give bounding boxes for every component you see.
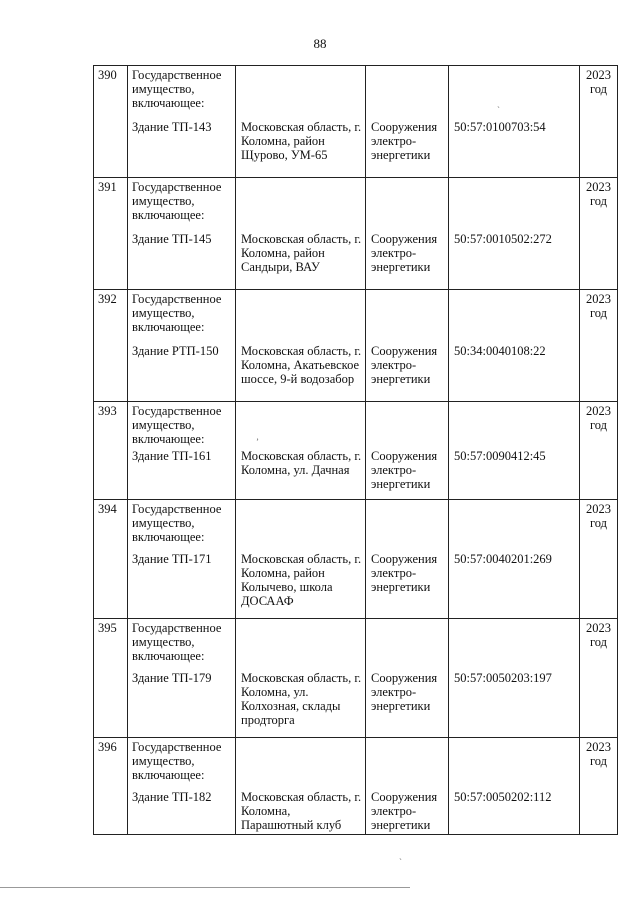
object-type: Сооружения электро-энергетики [371, 232, 438, 274]
building-name: Здание РТП-150 [132, 344, 219, 358]
page-number: 88 [313, 36, 327, 51]
year: 2023 год [586, 68, 611, 96]
property-registry-table [93, 65, 618, 835]
year: 2023 год [586, 404, 611, 432]
cadastral-number: 50:57:0090412:45 [454, 449, 546, 463]
object-type: Сооружения электро-энергетики [371, 449, 438, 491]
cadastral-number: 50:57:0050203:197 [454, 671, 552, 685]
row-number: 394 [98, 502, 117, 516]
table-row [94, 500, 618, 619]
building-name: Здание ТП-143 [132, 120, 212, 134]
year: 2023 год [586, 621, 611, 649]
address: Московская область, г. Коломна, район Колычево, школа ДОСААФ [241, 552, 362, 608]
object-type: Сооружения электро-энергетики [371, 671, 438, 713]
address: Московская область, г. Коломна, район Щурово, УМ-65 [241, 120, 362, 162]
table-row [94, 178, 618, 290]
year: 2023 год [586, 180, 611, 208]
building-name: Здание ТП-182 [132, 790, 212, 804]
building-name: Здание ТП-145 [132, 232, 212, 246]
address: Московская область, г. Коломна, Акатьевское шоссе, 9-й водозабор [241, 344, 362, 386]
cadastral-number: 50:57:0010502:272 [454, 232, 552, 246]
row-number: 393 [98, 404, 117, 418]
object-type: Сооружения электро-энергетики [371, 120, 438, 162]
row-number: 391 [98, 180, 117, 194]
bottom-rule [0, 887, 410, 888]
year: 2023 год [586, 502, 611, 530]
table-row [94, 66, 618, 178]
building-name: Здание ТП-171 [132, 552, 212, 566]
cadastral-number: 50:34:0040108:22 [454, 344, 546, 358]
object-type: Сооружения электро-энергетики [371, 552, 438, 594]
year: 2023 год [586, 292, 611, 320]
property-group-label: Государственное имущество, включающее: [132, 292, 222, 334]
scan-speck: ` [497, 105, 500, 115]
scan-speck: ’ [256, 437, 259, 447]
year: 2023 год [586, 740, 611, 768]
property-group-label: Государственное имущество, включающее: [132, 502, 222, 544]
property-group-label: Государственное имущество, включающее: [132, 180, 222, 222]
address: Московская область, г. Коломна, район Сандыри, ВАУ [241, 232, 362, 274]
object-type: Сооружения электро-энергетики [371, 344, 438, 386]
address: Московская область, г. Коломна, Парашютный клуб [241, 790, 362, 832]
row-number: 392 [98, 292, 117, 306]
table-row [94, 619, 618, 738]
property-group-label: Государственное имущество, включающее: [132, 740, 222, 782]
building-name: Здание ТП-179 [132, 671, 212, 685]
table-row [94, 402, 618, 500]
address: Московская область, г. Коломна, ул. Колхозная, склады продторга [241, 671, 362, 727]
table-row [94, 738, 618, 835]
row-number: 395 [98, 621, 117, 635]
table-row [94, 290, 618, 402]
property-group-label: Государственное имущество, включающее: [132, 404, 222, 446]
cadastral-number: 50:57:0050202:112 [454, 790, 552, 804]
row-number: 396 [98, 740, 117, 754]
object-type: Сооружения электро-энергетики [371, 790, 438, 832]
scan-speck: ` [399, 857, 402, 867]
address: Московская область, г. Коломна, ул. Дачная [241, 449, 362, 477]
row-number: 390 [98, 68, 117, 82]
building-name: Здание ТП-161 [132, 449, 212, 463]
cadastral-number: 50:57:0100703:54 [454, 120, 546, 134]
property-group-label: Государственное имущество, включающее: [132, 621, 222, 663]
property-group-label: Государственное имущество, включающее: [132, 68, 222, 110]
cadastral-number: 50:57:0040201:269 [454, 552, 552, 566]
